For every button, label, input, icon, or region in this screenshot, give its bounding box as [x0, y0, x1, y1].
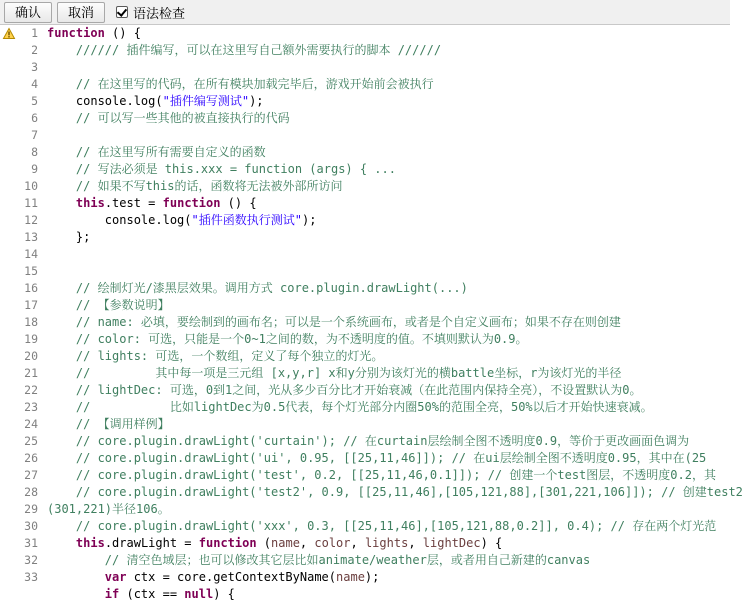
- line-number: 32: [24, 553, 38, 567]
- line-number: 1: [31, 26, 38, 40]
- code-token: // lights: 可选，一个数组，定义了每个独立的灯光。: [47, 349, 384, 363]
- line-number: 33: [24, 570, 38, 584]
- code-token: // 比如lightDec为0.5代表，每个灯光部分内圈50%的范围全亮，50%以后才开始快速衰减。: [47, 400, 653, 414]
- code-token: // color: 可选，只能是一个0~1之间的数，为不透明度的值。不填则默认为0.9。: [47, 332, 528, 346]
- line-number: 26: [24, 451, 38, 465]
- code-token: [47, 536, 76, 550]
- code-token: // core.plugin.drawLight('test', 0.2, [[25,11,46,0.1]]); // 创建一个test图层，不透明度0.2，其: [47, 468, 716, 482]
- line-number: 17: [24, 298, 38, 312]
- line-number: 4: [31, 77, 38, 91]
- code-line[interactable]: [47, 178, 743, 195]
- code-line[interactable]: [47, 59, 743, 76]
- code-token: this: [75, 536, 105, 550]
- line-number: 14: [24, 247, 38, 261]
- code-token: ,: [350, 536, 365, 550]
- code-line[interactable]: [47, 246, 743, 263]
- line-number: 25: [24, 434, 38, 448]
- line-number: 8: [31, 145, 38, 159]
- line-number: 5: [31, 94, 38, 108]
- code-token: .: [104, 536, 113, 550]
- code-token: lightDec: [422, 536, 481, 550]
- code-token: this: [75, 196, 105, 210]
- line-number: 20: [24, 349, 38, 363]
- grammar-check-label: 语法检查: [133, 5, 186, 21]
- code-token: // name: 必填，要绘制到的画布名；可以是一个系统画布，或者是个自定义画布；如果不存在则创建: [47, 315, 621, 329]
- code-token: // 写法必须是 this.xxx = function (args) { ...: [47, 162, 396, 176]
- code-token: (ctx ==: [119, 587, 185, 601]
- code-token: // lightDec: 可选，0到1之间，光从多少百分比才开始衰减（在此范围内保持全亮），不设置默认为0。: [47, 383, 642, 397]
- code-line[interactable]: [47, 280, 743, 297]
- line-number: 30: [24, 519, 38, 533]
- line-number: 6: [31, 111, 38, 125]
- code-line[interactable]: [47, 76, 743, 93]
- line-number: 27: [24, 468, 38, 482]
- code-token: console.: [47, 213, 163, 227]
- warning-icon[interactable]: [3, 28, 15, 39]
- code-token: console.: [47, 94, 134, 108]
- code-line[interactable]: [47, 518, 743, 535]
- code-line[interactable]: [47, 212, 743, 229]
- code-token: // 其中每一项是三元组 [x,y,r] x和y分别为该灯光的横battle坐标，r为该灯光的半径: [47, 366, 622, 380]
- code-token: );: [364, 570, 380, 584]
- line-number: 28: [24, 485, 38, 499]
- code-token: name: [271, 536, 300, 550]
- code-token: );: [249, 94, 264, 108]
- cancel-button[interactable]: 取消: [57, 2, 105, 23]
- code-token: lights: [364, 536, 409, 550]
- code-line[interactable]: [47, 195, 743, 212]
- code-line[interactable]: [47, 433, 743, 450]
- code-line[interactable]: [47, 365, 743, 382]
- code-token: drawLight: [112, 536, 178, 550]
- code-content[interactable]: [41, 25, 743, 603]
- line-number: 2: [31, 43, 38, 57]
- code-token: function: [198, 536, 257, 550]
- code-line[interactable]: [47, 399, 743, 416]
- code-line[interactable]: [47, 314, 743, 331]
- code-token: () {: [104, 26, 141, 40]
- code-token: // 在这里写的代码，在所有模块加载完毕后，游戏开始前会被执行: [47, 77, 434, 91]
- code-line[interactable]: [47, 42, 743, 59]
- code-token: [47, 196, 76, 210]
- code-line[interactable]: [47, 110, 743, 127]
- line-number: 3: [31, 60, 38, 74]
- line-number: 18: [24, 315, 38, 329]
- code-token: (: [256, 536, 272, 550]
- line-number: 22: [24, 383, 38, 397]
- code-line[interactable]: [47, 416, 743, 433]
- code-token: (: [155, 94, 163, 108]
- code-token: (301,221)半径106。: [47, 502, 170, 516]
- code-line[interactable]: [47, 25, 743, 42]
- code-token: [47, 570, 105, 584]
- code-editor[interactable]: [0, 25, 743, 603]
- code-token: };: [47, 230, 91, 244]
- line-number: 29: [24, 502, 38, 516]
- line-number: 10: [24, 179, 38, 193]
- line-number: 15: [24, 264, 38, 278]
- code-line[interactable]: [47, 535, 743, 552]
- code-token: log: [133, 94, 156, 108]
- warning-triangle-icon: [3, 28, 15, 39]
- code-token: [47, 587, 105, 601]
- line-number-gutter: [17, 25, 41, 603]
- code-token: ) {: [480, 536, 503, 550]
- code-token: "插件函数执行测试": [191, 213, 302, 227]
- line-number: 11: [24, 196, 38, 210]
- line-number: 16: [24, 281, 38, 295]
- line-number: 12: [24, 213, 38, 227]
- code-line[interactable]: [47, 144, 743, 161]
- line-number: 7: [31, 128, 38, 142]
- code-token: () {: [220, 196, 257, 210]
- code-line[interactable]: [47, 501, 743, 518]
- code-line[interactable]: [47, 229, 743, 246]
- code-token: // 绘制灯光/漆黑层效果。调用方式 core.plugin.drawLight(...): [47, 281, 468, 295]
- code-token: ) {: [213, 587, 235, 601]
- code-token: // 如果不写this的话，函数将无法被外部所访问: [47, 179, 343, 193]
- code-token: // 可以写一些其他的被直接执行的代码: [47, 111, 290, 125]
- code-token: // core.plugin.drawLight('ui', 0.95, [[25,11,46]]); // 在ui层绘制全图不透明度0.95，其中在(25: [47, 451, 707, 465]
- code-token: function: [162, 196, 221, 210]
- code-token: // core.plugin.drawLight('xxx', 0.3, [[25,11,46],[105,121,88,0.2]], 0.4); // 存在两个灯光范: [47, 519, 717, 533]
- code-token: // core.plugin.drawLight('curtain'); // 在curtain层绘制全图不透明度0.9，等价于更改画面色调为: [47, 434, 690, 448]
- code-token: // 在这里写所有需要自定义的函数: [47, 145, 266, 159]
- line-number: 19: [24, 332, 38, 346]
- line-number: 24: [24, 417, 38, 431]
- grammar-check-toggle[interactable]: [116, 3, 185, 22]
- code-line[interactable]: [47, 348, 743, 365]
- code-line[interactable]: [47, 297, 743, 314]
- line-number: 23: [24, 400, 38, 414]
- toolbar: [0, 0, 730, 25]
- code-token: =: [177, 536, 199, 550]
- code-token: .: [104, 196, 113, 210]
- code-token: "插件编写测试": [162, 94, 250, 108]
- code-token: // core.plugin.drawLight('test2', 0.9, [[25,11,46],[105,121,88],[301,221,106]]); // 创建test2: [47, 485, 743, 499]
- marker-column: [0, 25, 17, 603]
- code-token: =: [140, 196, 163, 210]
- code-line[interactable]: [47, 331, 743, 348]
- code-line[interactable]: [47, 93, 743, 110]
- code-line[interactable]: [47, 552, 743, 569]
- code-line[interactable]: [47, 382, 743, 399]
- code-token: ,: [408, 536, 423, 550]
- code-token: function: [47, 26, 105, 40]
- code-token: ////// 插件编写，可以在这里写自己额外需要执行的脚本 //////: [47, 43, 442, 57]
- code-token: );: [301, 213, 317, 227]
- code-token: var: [104, 570, 127, 584]
- code-line[interactable]: [47, 263, 743, 280]
- code-line[interactable]: [47, 450, 743, 467]
- code-line[interactable]: [47, 127, 743, 144]
- code-line[interactable]: [47, 161, 743, 178]
- code-line[interactable]: [47, 586, 743, 603]
- code-token: test: [112, 196, 141, 210]
- code-token: // 【调用样例】: [47, 417, 170, 431]
- checkbox-icon[interactable]: [116, 6, 128, 18]
- line-number: 13: [24, 230, 38, 244]
- line-number: 21: [24, 366, 38, 380]
- line-number: 31: [24, 536, 38, 550]
- code-token: // 【参数说明】: [47, 298, 170, 312]
- code-token: getContextByName: [213, 570, 329, 584]
- code-token: if: [104, 587, 120, 601]
- code-token: name: [336, 570, 365, 584]
- code-token: ,: [299, 536, 315, 550]
- confirm-button[interactable]: 确认: [4, 2, 52, 23]
- code-line[interactable]: [47, 484, 743, 501]
- code-line[interactable]: [47, 569, 743, 586]
- code-token: ctx = core.: [126, 570, 214, 584]
- code-token: null: [184, 587, 214, 601]
- code-token: (: [328, 570, 337, 584]
- code-token: color: [314, 536, 351, 550]
- line-number: 9: [31, 162, 38, 176]
- code-token: // 清空色域层；也可以修改其它层比如animate/weather层，或者用自己新建的canvas: [47, 553, 591, 567]
- code-token: (: [184, 213, 192, 227]
- code-token: log: [162, 213, 185, 227]
- code-line[interactable]: [47, 467, 743, 484]
